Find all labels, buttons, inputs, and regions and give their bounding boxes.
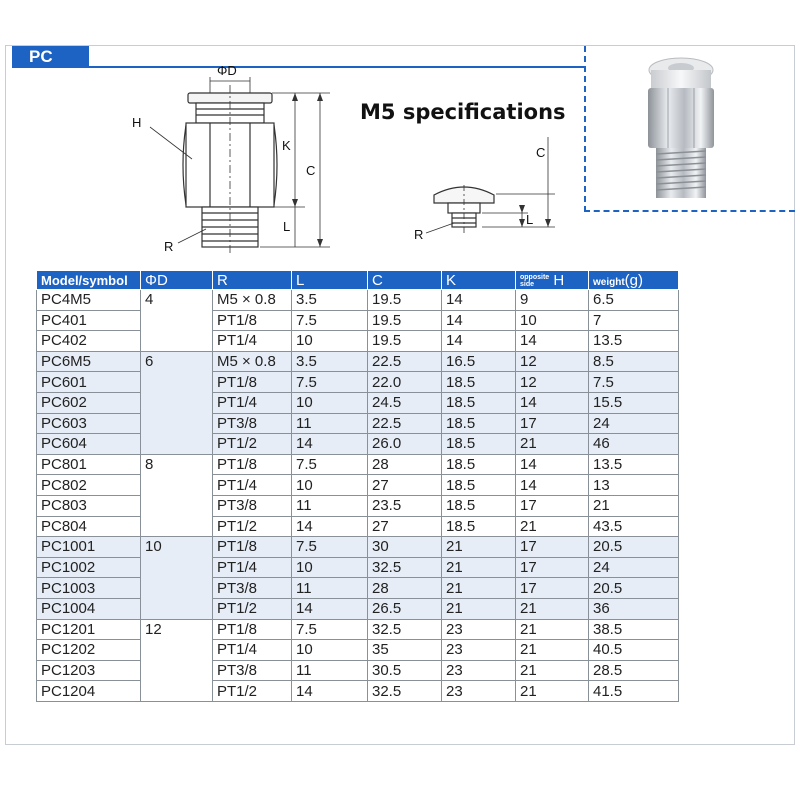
header-k: K (442, 271, 516, 290)
cell-model: PC1201 (37, 619, 141, 640)
cell-w: 38.5 (589, 619, 679, 640)
cell-w: 21 (589, 495, 679, 516)
cell-k: 14 (442, 290, 516, 311)
cell-c: 30 (368, 537, 442, 558)
cell-c: 23.5 (368, 495, 442, 516)
cell-r: PT3/8 (213, 660, 292, 681)
header-model: Model/symbol (37, 271, 141, 290)
cell-k: 21 (442, 537, 516, 558)
cell-w: 41.5 (589, 681, 679, 702)
cell-model: PC601 (37, 372, 141, 393)
cell-model: PC604 (37, 434, 141, 455)
cell-l: 7.5 (292, 454, 368, 475)
cell-r: PT1/8 (213, 372, 292, 393)
table-row (37, 578, 679, 599)
cell-r: M5 × 0.8 (213, 290, 292, 311)
table-row (37, 660, 679, 681)
cell-model: PC401 (37, 310, 141, 331)
cell-k: 23 (442, 660, 516, 681)
cell-k: 14 (442, 310, 516, 331)
cell-w: 13.5 (589, 331, 679, 352)
cell-h: 14 (516, 331, 589, 352)
cell-k: 21 (442, 578, 516, 599)
cell-w: 43.5 (589, 516, 679, 537)
cell-d: 4 (141, 290, 213, 352)
cell-l: 11 (292, 495, 368, 516)
cell-w: 24 (589, 557, 679, 578)
header-r: R (213, 271, 292, 290)
cell-c: 19.5 (368, 290, 442, 311)
cell-c: 32.5 (368, 557, 442, 578)
cell-r: PT1/4 (213, 475, 292, 496)
cell-l: 7.5 (292, 310, 368, 331)
spec-title: M5 specifications (360, 100, 566, 124)
cell-h: 21 (516, 516, 589, 537)
cell-l: 14 (292, 434, 368, 455)
cell-c: 28 (368, 578, 442, 599)
table-row (37, 557, 679, 578)
cell-r: PT1/8 (213, 454, 292, 475)
cell-l: 11 (292, 578, 368, 599)
table-row (37, 372, 679, 393)
cell-r: PT1/2 (213, 516, 292, 537)
cell-h: 21 (516, 640, 589, 661)
series-tab: PC (12, 46, 89, 68)
cell-h: 21 (516, 598, 589, 619)
cell-w: 13 (589, 475, 679, 496)
cell-w: 20.5 (589, 578, 679, 599)
cell-d: 8 (141, 454, 213, 536)
cell-h: 14 (516, 475, 589, 496)
cell-h: 21 (516, 660, 589, 681)
cell-l: 10 (292, 331, 368, 352)
label-l: L (283, 219, 291, 234)
cell-model: PC402 (37, 331, 141, 352)
cell-h: 17 (516, 413, 589, 434)
cell-l: 7.5 (292, 372, 368, 393)
table-row (37, 640, 679, 661)
cell-l: 11 (292, 660, 368, 681)
header-h: opposite side H (516, 271, 589, 290)
cell-w: 7.5 (589, 372, 679, 393)
cell-w: 28.5 (589, 660, 679, 681)
label-r: R (164, 239, 174, 254)
cell-r: M5 × 0.8 (213, 351, 292, 372)
cell-h: 17 (516, 578, 589, 599)
cell-w: 8.5 (589, 351, 679, 372)
cell-k: 16.5 (442, 351, 516, 372)
table-row (37, 331, 679, 352)
cell-w: 24 (589, 413, 679, 434)
cell-model: PC801 (37, 454, 141, 475)
cell-c: 27 (368, 516, 442, 537)
cell-l: 10 (292, 475, 368, 496)
cell-c: 27 (368, 475, 442, 496)
fitting-photo (626, 52, 736, 202)
cell-k: 18.5 (442, 434, 516, 455)
cell-k: 18.5 (442, 475, 516, 496)
cell-l: 14 (292, 516, 368, 537)
cell-h: 10 (516, 310, 589, 331)
cell-model: PC1003 (37, 578, 141, 599)
cell-r: PT1/2 (213, 681, 292, 702)
table-row (37, 475, 679, 496)
cell-model: PC1202 (37, 640, 141, 661)
cell-model: PC1203 (37, 660, 141, 681)
label-m5-l: L (526, 212, 534, 227)
cell-r: PT1/8 (213, 537, 292, 558)
table-row (37, 598, 679, 619)
cell-l: 3.5 (292, 290, 368, 311)
cell-h: 9 (516, 290, 589, 311)
product-photo-box (584, 46, 795, 212)
table-row (37, 619, 679, 640)
cell-r: PT3/8 (213, 578, 292, 599)
cell-l: 3.5 (292, 351, 368, 372)
cell-w: 20.5 (589, 537, 679, 558)
table-row (37, 681, 679, 702)
cell-w: 46 (589, 434, 679, 455)
cell-k: 21 (442, 598, 516, 619)
cell-c: 22.0 (368, 372, 442, 393)
cell-h: 21 (516, 619, 589, 640)
cell-r: PT1/4 (213, 640, 292, 661)
cell-k: 18.5 (442, 495, 516, 516)
cell-c: 22.5 (368, 351, 442, 372)
cell-k: 21 (442, 557, 516, 578)
table-row (37, 454, 679, 475)
cell-k: 18.5 (442, 516, 516, 537)
cell-k: 23 (442, 619, 516, 640)
cell-r: PT1/2 (213, 434, 292, 455)
table-row (37, 392, 679, 413)
cell-model: PC804 (37, 516, 141, 537)
cell-d: 12 (141, 619, 213, 701)
cell-r: PT3/8 (213, 495, 292, 516)
cell-w: 7 (589, 310, 679, 331)
cell-l: 14 (292, 681, 368, 702)
cell-h: 21 (516, 681, 589, 702)
header-phi-d: ΦD (141, 271, 213, 290)
cell-l: 14 (292, 598, 368, 619)
label-k: K (282, 138, 291, 153)
cell-model: PC6M5 (37, 351, 141, 372)
cell-r: PT1/2 (213, 598, 292, 619)
cell-w: 6.5 (589, 290, 679, 311)
cell-h: 21 (516, 434, 589, 455)
cell-c: 32.5 (368, 619, 442, 640)
header-c: C (368, 271, 442, 290)
cell-r: PT1/4 (213, 392, 292, 413)
table-row (37, 290, 679, 311)
cell-k: 18.5 (442, 392, 516, 413)
cell-w: 13.5 (589, 454, 679, 475)
cell-h: 17 (516, 495, 589, 516)
cell-d: 10 (141, 537, 213, 619)
cell-c: 30.5 (368, 660, 442, 681)
cell-h: 14 (516, 392, 589, 413)
cell-model: PC1004 (37, 598, 141, 619)
header-l: L (292, 271, 368, 290)
cell-h: 17 (516, 557, 589, 578)
cell-c: 26.5 (368, 598, 442, 619)
cell-model: PC803 (37, 495, 141, 516)
table-row (37, 310, 679, 331)
cell-c: 22.5 (368, 413, 442, 434)
cell-k: 14 (442, 331, 516, 352)
cell-model: PC4M5 (37, 290, 141, 311)
cell-r: PT1/8 (213, 619, 292, 640)
cell-w: 36 (589, 598, 679, 619)
cell-c: 35 (368, 640, 442, 661)
cell-k: 18.5 (442, 413, 516, 434)
cell-h: 14 (516, 454, 589, 475)
cell-model: PC1002 (37, 557, 141, 578)
cell-l: 10 (292, 557, 368, 578)
cell-model: PC602 (37, 392, 141, 413)
cell-c: 26.0 (368, 434, 442, 455)
cell-c: 28 (368, 454, 442, 475)
table-header-row (37, 271, 679, 290)
cell-h: 12 (516, 372, 589, 393)
label-phi-d: ΦD (217, 63, 237, 78)
header-weight: weight(g) (589, 271, 679, 290)
fitting-drawing (120, 55, 340, 265)
cell-w: 40.5 (589, 640, 679, 661)
table-row (37, 413, 679, 434)
header-h-note: opposite side (520, 273, 550, 288)
cell-l: 10 (292, 640, 368, 661)
cell-k: 23 (442, 640, 516, 661)
table-row (37, 516, 679, 537)
cell-h: 17 (516, 537, 589, 558)
cell-r: PT1/4 (213, 331, 292, 352)
cell-c: 19.5 (368, 310, 442, 331)
cell-d: 6 (141, 351, 213, 454)
cell-r: PT3/8 (213, 413, 292, 434)
table-row (37, 351, 679, 372)
cell-k: 23 (442, 681, 516, 702)
cell-l: 7.5 (292, 537, 368, 558)
spec-table (36, 270, 679, 702)
cell-h: 12 (516, 351, 589, 372)
label-c: C (306, 163, 316, 178)
cell-l: 10 (292, 392, 368, 413)
table-row (37, 537, 679, 558)
cell-l: 11 (292, 413, 368, 434)
cell-model: PC1204 (37, 681, 141, 702)
cell-model: PC603 (37, 413, 141, 434)
cell-c: 32.5 (368, 681, 442, 702)
table-row (37, 434, 679, 455)
cell-k: 18.5 (442, 454, 516, 475)
cell-model: PC802 (37, 475, 141, 496)
cell-c: 19.5 (368, 331, 442, 352)
table-row (37, 495, 679, 516)
cell-w: 15.5 (589, 392, 679, 413)
cell-l: 7.5 (292, 619, 368, 640)
label-h: H (132, 115, 142, 130)
cell-c: 24.5 (368, 392, 442, 413)
label-m5-c: C (536, 145, 546, 160)
cell-r: PT1/8 (213, 310, 292, 331)
cell-k: 18.5 (442, 372, 516, 393)
cell-model: PC1001 (37, 537, 141, 558)
cell-r: PT1/4 (213, 557, 292, 578)
label-m5-r: R (414, 227, 424, 242)
m5-drawing (410, 135, 560, 250)
